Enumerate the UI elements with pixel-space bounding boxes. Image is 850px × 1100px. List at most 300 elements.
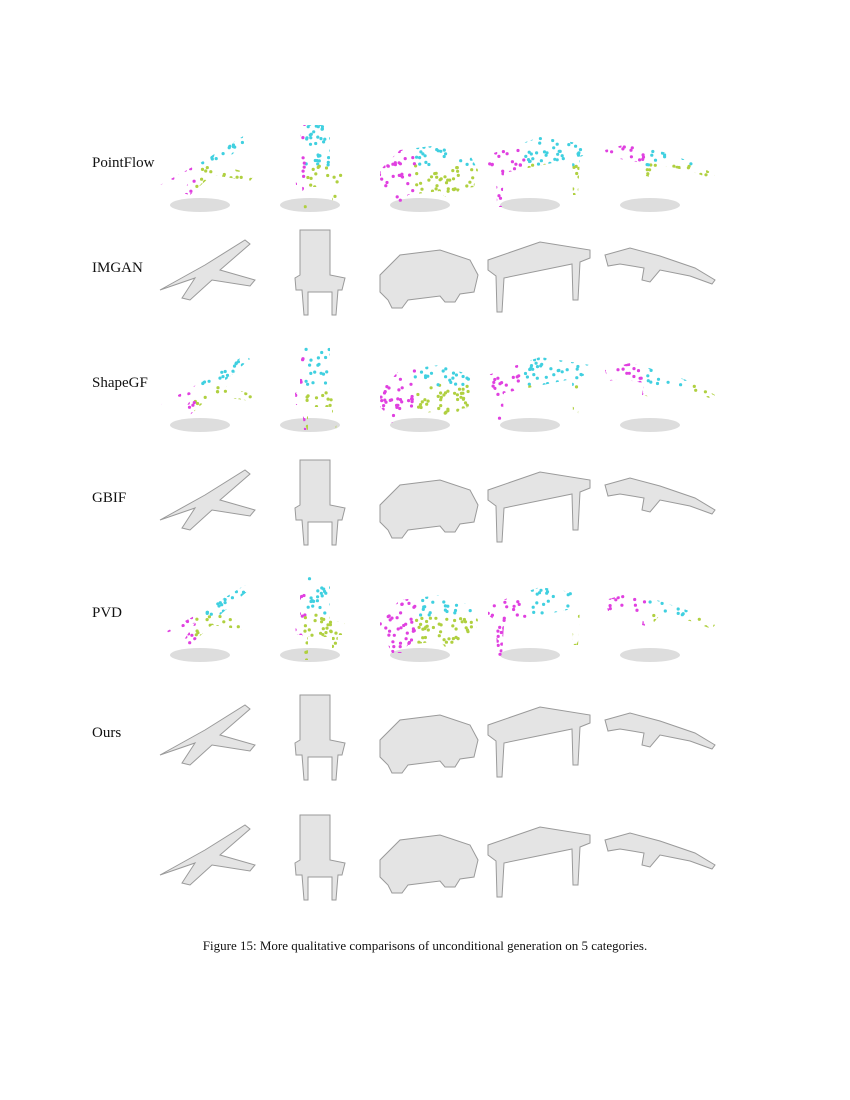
point [300,188,303,191]
point [701,627,704,630]
point [583,388,586,391]
point [199,410,202,413]
point [552,167,555,170]
point [165,213,168,216]
point [680,363,683,366]
point [186,629,189,632]
point [291,620,294,623]
point [706,157,709,160]
point [200,178,203,181]
point [709,638,712,641]
point [547,126,550,129]
point [446,179,449,182]
point [310,596,313,599]
point [617,349,620,352]
point [391,650,394,653]
point [295,408,298,411]
point [608,419,611,422]
point [361,384,364,387]
airplane-mesh [160,705,255,765]
point [507,635,510,638]
point [254,199,257,202]
point [253,357,256,360]
point [203,371,206,374]
point [431,115,434,118]
point [546,346,549,349]
point [563,588,566,591]
point [463,198,466,201]
point [656,175,659,178]
point [562,157,565,160]
point [263,606,266,609]
point [456,137,459,140]
point [606,138,609,141]
point [517,212,520,215]
point [236,656,239,659]
point [264,408,267,411]
point [570,116,573,119]
point [688,599,691,602]
point [592,370,595,373]
point [234,429,237,432]
point [323,570,326,573]
point [283,644,286,647]
point [591,348,594,351]
point [714,162,717,165]
point [199,115,202,118]
point [491,337,494,340]
point [180,377,183,380]
point [230,334,233,337]
point [617,348,620,351]
point [447,357,450,360]
point [241,389,244,392]
point [371,625,374,628]
point [383,130,386,133]
point [313,371,316,374]
point [148,431,151,434]
point [587,582,590,585]
point [640,192,643,195]
point [545,631,548,634]
point [490,616,493,619]
point [405,583,408,586]
point [558,430,561,433]
point [419,623,422,626]
point [350,424,353,427]
point [159,401,162,404]
point [445,641,448,644]
point [305,137,308,140]
point [435,588,438,591]
point [663,146,666,149]
point [546,175,549,178]
point [161,366,164,369]
point [357,141,360,144]
point [473,651,476,654]
point [171,169,174,172]
point [400,344,403,347]
point [215,186,218,189]
point [316,136,319,139]
point [284,585,287,588]
point [476,618,479,621]
point [311,381,314,384]
point [251,361,254,364]
point [687,166,690,169]
point [544,335,547,338]
point [710,579,713,582]
rifle-mesh [605,713,715,749]
point [451,169,454,172]
point [413,605,416,608]
point [542,127,545,130]
point [293,124,296,127]
point [663,574,666,577]
shape-render-chair [260,565,380,665]
point [441,344,444,347]
point [244,155,247,158]
point [572,339,575,342]
point [716,184,719,187]
point [704,585,707,588]
point [415,619,418,622]
point [483,628,486,631]
point [244,430,247,433]
point [375,644,378,647]
point [459,585,462,588]
point [244,374,247,377]
point [233,182,236,185]
point [524,155,527,158]
point [674,337,677,340]
point [350,164,353,167]
point [232,139,235,142]
point [595,202,598,205]
point [554,648,557,651]
point [710,584,713,587]
point [400,663,403,666]
point [421,400,424,403]
point [530,335,533,338]
point [648,349,651,352]
point [518,132,521,135]
point [360,157,363,160]
point [380,381,383,384]
point [252,602,255,605]
point [240,186,243,189]
point [293,381,296,384]
point [470,137,473,140]
point [710,194,713,197]
point [503,391,506,394]
point [330,142,333,145]
point [338,374,341,377]
point [571,187,574,190]
point [452,422,455,425]
point [461,383,464,386]
point [497,635,500,638]
point [191,575,194,578]
point [586,617,589,620]
point [193,349,196,352]
point [574,565,577,568]
point [175,433,178,436]
point [709,416,712,419]
point [531,168,534,171]
point [309,570,312,573]
point [167,142,170,145]
point [156,409,159,412]
point [435,335,438,338]
point [581,203,584,206]
point [409,355,412,358]
point [545,587,548,590]
point [645,400,648,403]
point [686,658,689,661]
point [214,196,217,199]
point [161,368,164,371]
point [547,600,550,603]
point [523,589,526,592]
point [271,144,274,147]
point [212,398,215,401]
point [410,638,413,641]
point [229,589,232,592]
point [373,651,376,654]
point [622,380,625,383]
point [424,154,427,157]
point [674,171,677,174]
point [461,136,464,139]
point [305,380,308,383]
point [408,433,411,436]
point [518,409,521,412]
point [338,127,341,130]
point [294,615,297,618]
point [651,192,654,195]
point [160,658,163,661]
point [268,375,271,378]
point [161,613,164,616]
point [707,581,710,584]
point [600,211,603,214]
point [503,585,506,588]
point [306,399,309,402]
point [718,359,721,362]
point [580,155,583,158]
point [168,376,171,379]
point [241,184,244,187]
point [491,406,494,409]
point [633,340,636,343]
point [420,617,423,620]
point [184,167,187,170]
point [236,341,239,344]
point [588,567,591,570]
point [289,628,292,631]
point [674,596,677,599]
point [452,364,455,367]
point [625,616,628,619]
car-render [370,335,490,435]
point [424,135,427,138]
point [441,195,444,198]
point [482,170,485,173]
point [408,144,411,147]
point [346,407,349,410]
point [707,568,710,571]
point [303,162,306,165]
point [489,400,492,403]
point [506,353,509,356]
point [541,184,544,187]
point [667,388,670,391]
point [591,633,594,636]
point [715,574,718,577]
point [601,152,604,155]
point [255,647,258,650]
point [444,335,447,338]
point [516,600,519,603]
point [717,611,720,614]
point [491,132,494,135]
point [492,411,495,414]
point [336,637,339,640]
point [500,357,503,360]
point [503,579,506,582]
point [703,115,706,118]
point [544,412,547,415]
point [511,123,514,126]
point [712,582,715,585]
point [584,121,587,124]
point [638,185,641,188]
table-render [480,220,600,320]
point [431,601,434,604]
point [296,387,299,390]
point [572,166,575,169]
point [225,609,228,612]
point [491,429,494,432]
point [156,408,159,411]
point [610,417,613,420]
point [320,592,323,595]
point [189,594,192,597]
point [326,174,329,177]
point [409,383,412,386]
point [251,339,254,342]
point [221,403,224,406]
point [565,121,568,124]
point [444,152,447,155]
point [552,406,555,409]
point [579,641,582,644]
point [573,661,576,664]
row-label: GBIF [92,490,127,506]
point [536,377,539,380]
point [380,593,383,596]
point [539,354,542,357]
point [289,158,292,161]
point [248,196,251,199]
point [347,580,350,583]
point [624,575,627,578]
point [555,574,558,577]
point [173,583,176,586]
point [358,201,361,204]
point [153,420,156,423]
point [384,626,387,629]
point [386,416,389,419]
point [508,572,511,575]
point [677,208,680,211]
point [462,406,465,409]
point [264,376,267,379]
point [451,652,454,655]
point [505,590,508,593]
point [205,364,208,367]
point [610,120,613,123]
point [173,347,176,350]
point [230,638,233,641]
point [396,195,399,198]
point [295,377,298,380]
point [699,597,702,600]
point [209,170,212,173]
point [609,338,612,341]
point [172,150,175,153]
point [372,603,375,606]
point [711,597,714,600]
point [616,368,619,371]
point [522,158,525,161]
point [683,606,686,609]
point [654,136,657,139]
point [251,369,254,372]
point [208,365,211,368]
point [603,592,606,595]
point [487,612,490,615]
point [673,404,676,407]
point [160,335,163,338]
point [693,627,696,630]
point [161,338,164,341]
point [610,613,613,616]
point [193,180,196,183]
point [383,363,386,366]
point [700,573,703,576]
point [200,372,203,375]
point [632,382,635,385]
point [540,171,543,174]
point [574,145,577,148]
point [379,151,382,154]
point [540,398,543,401]
point [447,362,450,365]
point [532,179,535,182]
point [263,347,266,350]
point [273,154,276,157]
point [707,430,710,433]
point [235,404,238,407]
point [195,143,198,146]
point [485,148,488,151]
point [604,145,607,148]
point [414,339,417,342]
point [553,659,556,662]
point [584,337,587,340]
